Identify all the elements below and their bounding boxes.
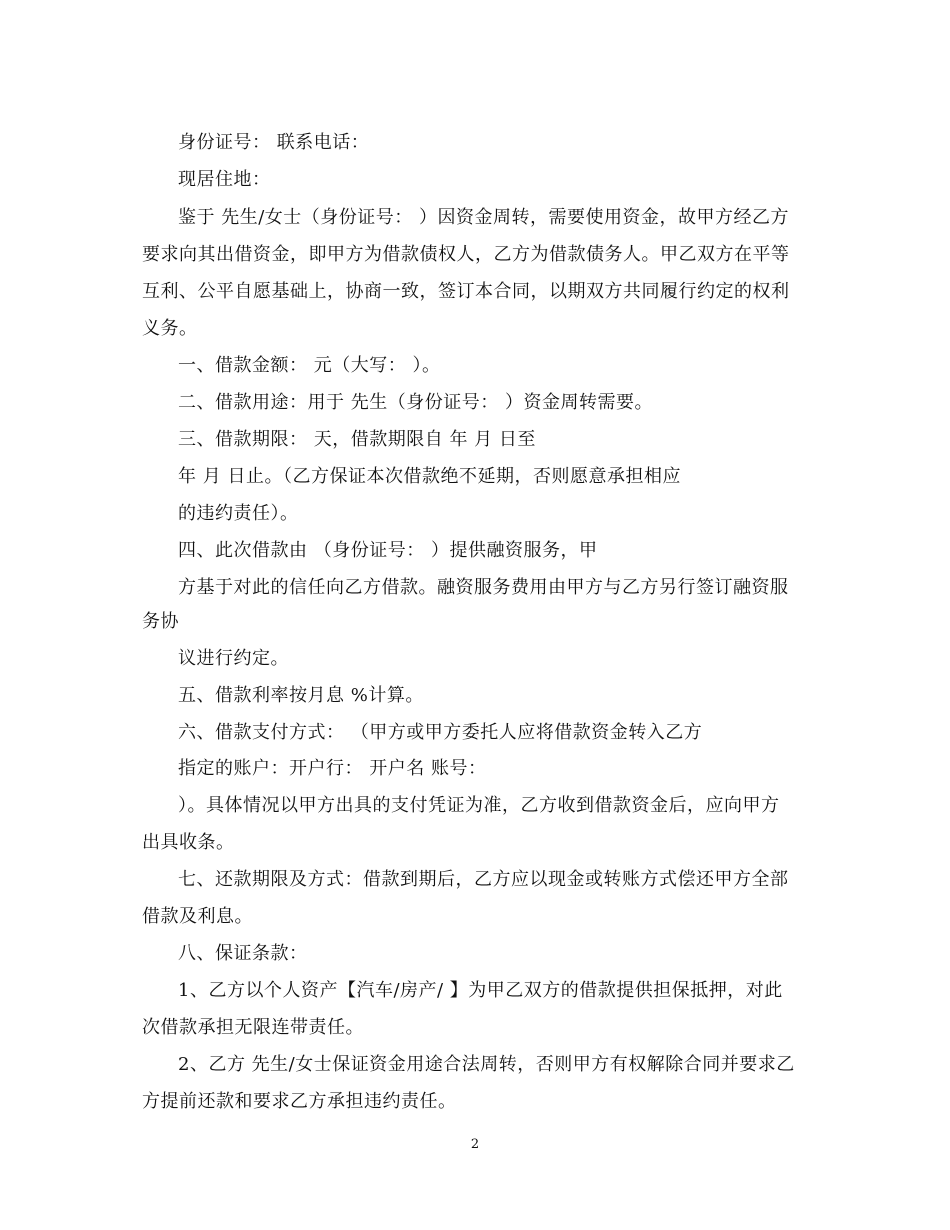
- address-line: 现居住地：: [178, 169, 271, 190]
- guarantee-item-1-line-2: 次借款承担无限连带责任。: [142, 1017, 364, 1038]
- clause-payment-3: ）。具体情况以甲方出具的支付凭证为准，乙方收到借款资金后，应向甲方: [178, 795, 780, 816]
- page-number: 2: [470, 1137, 480, 1152]
- clause-financing-1: 四、此次借款由 （身份证号： ）提供融资服务，甲: [178, 540, 598, 561]
- clause-loan-purpose: 二、借款用途：用于 先生（身份证号： ）资金周转需要。: [178, 392, 653, 413]
- clause-interest-rate: 五、借款利率按月息 %计算。: [178, 685, 424, 706]
- clause-financing-4: 议进行约定。: [178, 648, 289, 669]
- preamble-line-4: 义务。: [142, 318, 198, 339]
- guarantee-item-2-line-1: 2、乙方 先生/女士保证资金用途合法周转，否则甲方有权解除合同并要求乙: [178, 1054, 795, 1075]
- clause-payment-1: 六、借款支付方式： （甲方或甲方委托人应将借款资金转入乙方: [178, 722, 703, 743]
- clause-loan-term-1: 三、借款期限： 天，借款期限自 年 月 日至: [178, 429, 536, 450]
- clause-repayment-2: 借款及利息。: [142, 906, 253, 927]
- clause-loan-term-3: 的违约责任）。: [178, 503, 299, 524]
- clause-financing-2: 方基于对此的信任向乙方借款。融资服务费用由甲方与乙方另行签订融资服: [178, 577, 789, 598]
- clause-loan-term-2: 年 月 日止。（乙方保证本次借款绝不延期，否则愿意承担相应: [178, 466, 681, 487]
- clause-financing-3: 务协: [142, 611, 179, 632]
- clause-payment-2: 指定的账户：开户行： 开户名 账号：: [178, 758, 487, 779]
- clause-guarantee-heading: 八、保证条款：: [178, 943, 308, 964]
- clause-loan-amount: 一、借款金额： 元（大写： ）。: [178, 355, 441, 376]
- preamble-line-1: 鉴于 先生/女士（身份证号： ）因资金周转，需要使用资金，故甲方经乙方: [178, 207, 790, 228]
- id-and-phone-line: 身份证号： 联系电话：: [178, 132, 370, 153]
- clause-payment-4: 出具收条。: [142, 832, 235, 853]
- preamble-line-2: 要求向其出借资金，即甲方为借款债权人，乙方为借款债务人。甲乙双方在平等: [142, 244, 790, 265]
- preamble-line-3: 互利、公平自愿基础上，协商一致，签订本合同，以期双方共同履行约定的权利: [142, 281, 790, 302]
- guarantee-item-2-line-2: 方提前还款和要求乙方承担违约责任。: [142, 1091, 457, 1112]
- guarantee-item-1-line-1: 1、乙方以个人资产【汽车/房产/ 】为甲乙双方的借款提供担保抵押，对此: [178, 980, 783, 1001]
- clause-repayment-1: 七、还款期限及方式：借款到期后，乙方应以现金或转账方式偿还甲方全部: [178, 869, 789, 890]
